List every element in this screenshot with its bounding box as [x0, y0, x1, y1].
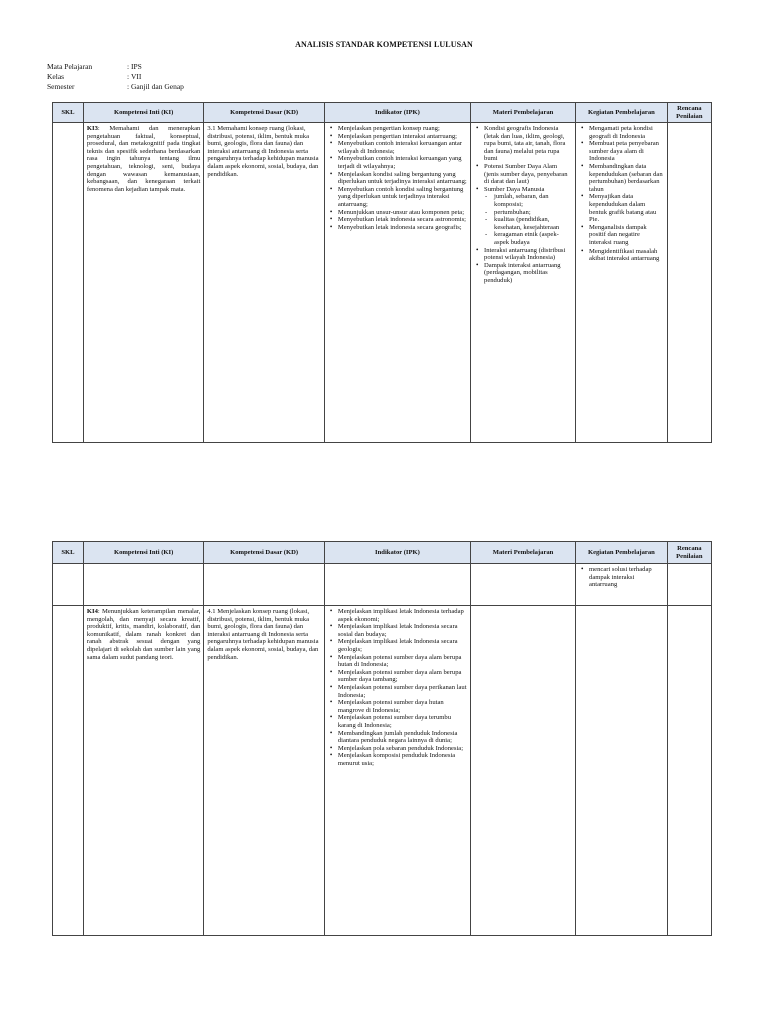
- cell-kegiatan: [576, 606, 668, 936]
- header-skl: SKL: [53, 103, 84, 123]
- meta-row-subject: [47, 62, 184, 72]
- meta-separator: :: [127, 62, 130, 71]
- header-rencana: Rencana Penilaian: [667, 103, 711, 123]
- list-item: • Menyebutkan contoh kondisi saling bergantung yang diperlukan untuk terjadinya interaksi antarruang;: [338, 186, 467, 209]
- sub-item: - pertumbuhan;: [494, 209, 572, 217]
- list-item: • Potensi Sumber Daya Alam (jenis sumber daya, penyebaran di darat dan laut): [484, 163, 572, 186]
- header-materi: Materi Pembelajaran: [471, 542, 576, 564]
- cell-ki: [83, 123, 203, 443]
- list-item: • Interaksi antarruang (distribusi potensi wilayah Indonesia): [484, 247, 572, 262]
- list-item: • Menjelaskan potensi sumber daya perikanan laut Indonesia;: [338, 684, 467, 699]
- cell-kegiatan: [576, 123, 668, 443]
- header-materi: Materi Pembelajaran: [471, 103, 576, 123]
- list-item: • mencari solusi terhadap dampak interaksi antarruang: [589, 566, 664, 589]
- list-item: • Menjelaskan implikasi letak Indonesia terhadap aspek ekonomi;: [338, 608, 467, 623]
- list-item: • Menyebutkan contoh interaksi keruangan antar wilayah di Indonesia;: [338, 140, 467, 155]
- cell-rencana: [667, 564, 711, 606]
- header-ipk: Indikator (IPK): [324, 103, 470, 123]
- list-item: • Menjelaskan potensi sumber daya hutan mangrove di Indonesia;: [338, 699, 467, 714]
- list-item: • Menjelaskan pola sebaran penduduk Indonesia;: [338, 745, 467, 753]
- cell-rencana: [667, 123, 711, 443]
- meta-value: Ganjil dan Genap: [131, 82, 184, 91]
- kegiatan-list: [579, 125, 664, 263]
- list-item: • Menjelaskan potensi sumber daya alam berupa hutan di Indonesia;: [338, 654, 467, 669]
- header-kd: Kompetensi Dasar (KD): [204, 103, 324, 123]
- meta-row-class: [47, 72, 184, 82]
- ki-code: KI4: [86, 608, 98, 615]
- meta-value: VII: [131, 72, 142, 81]
- header-ki: Kompetensi Inti (KI): [83, 542, 203, 564]
- list-item: • Kondisi geografis Indonesia (letak dan luas, iklim, geologi, rupa bumi, tata air, tanah, flora dan fauna) melalui peta rupa bumi: [484, 125, 572, 163]
- ki-text: : Menunjukkan keterampilan menalar, mengolah, dan menyaji secara kreatif, produktif, kritis, mandiri, kolaboratif, dan komunikatif, dalam ranah konkret dan ranah abstrak sesuai dengan yang dipelajari di sekolah dan sumber lain yang sama dalam sudut pandang teori.: [86, 608, 201, 661]
- list-item: • Menyajikan data kependudukan dalam bentuk grafik batang atau Pie.: [589, 193, 664, 223]
- list-item: • Menjelaskan potensi sumber daya alam berupa sumber daya tambang;: [338, 669, 467, 684]
- meta-row-semester: [47, 82, 184, 92]
- skl-table-2: [52, 541, 712, 936]
- header-skl: SKL: [53, 542, 84, 564]
- cell-materi: [471, 606, 576, 936]
- ki-code: KI3: [86, 125, 98, 132]
- list-item: • Menjelaskan kondisi saling bergantung yang diperlukan untuk terjadinya interaksi antarruang;: [338, 171, 467, 186]
- ipk-list: [328, 125, 467, 231]
- list-item: • Membandingkan data kependudukan (sebaran dan pertumbuhan) berdasarkan tahun: [589, 163, 664, 193]
- list-item: • Membandingkan jumlah penduduk Indonesia diantara penduduk negara lainnya di dunia;: [338, 730, 467, 745]
- sub-item: - keragaman etnik (aspek-aspek budaya: [494, 231, 572, 246]
- list-item: • Menjelaskan pengertian interaksi antarruang;: [338, 133, 467, 141]
- document-meta: [47, 62, 184, 92]
- cell-ipk: [324, 606, 470, 936]
- list-item: • Menunjukkan unsur-unsur atau komponen peta;: [338, 209, 467, 217]
- ki-text: : Memahami dan menerapkan pengetahuan faktual, konseptual, prosedural, dan metakognitif pada tingkat teknis dan spesifik sederhana berdasarkan rasa ingin tahunya tentang ilmu pengetahuan, teknologi, seni, budaya dengan wawasan kemanusiaan, kebangsaan, dan kenegaraan terkait fenomena dan kejadian tampak mata.: [86, 125, 201, 193]
- list-item: • Menjelaskan pengertian konsep ruang;: [338, 125, 467, 133]
- list-item: • Menyebutkan letak indonesia secara geografis;: [338, 224, 467, 232]
- list-item: • Menganalisis dampak positif dan negatire interaksi ruang: [589, 224, 664, 247]
- list-item: • Mengamati peta kondisi geografi di Indonesia: [589, 125, 664, 140]
- cell-skl: [53, 564, 84, 606]
- meta-value: IPS: [131, 62, 142, 71]
- table-row: [53, 123, 712, 443]
- materi-sublist: [484, 193, 572, 246]
- skl-table-1: [52, 102, 712, 443]
- list-item: • Menjelaskan implikasi letak Indonesia secara geologis;: [338, 638, 467, 653]
- meta-separator: :: [127, 82, 130, 91]
- cell-materi: [471, 123, 576, 443]
- meta-label: Mata Pelajaran: [47, 62, 93, 71]
- list-item: [484, 186, 572, 247]
- sub-item: - kualitas (pendidikan, kesehatan, kesejahteraan: [494, 216, 572, 231]
- table-header-row: [53, 542, 712, 564]
- cell-rencana: [667, 606, 711, 936]
- cell-materi: [471, 564, 576, 606]
- header-kegiatan: Kegiatan Pembelajaran: [576, 103, 668, 123]
- header-kegiatan: Kegiatan Pembelajaran: [576, 542, 668, 564]
- list-item: • Menjelaskan implikasi letak Indonesia secara sosial dan budaya;: [338, 623, 467, 638]
- kegiatan-list: [579, 566, 664, 589]
- header-ipk: Indikator (IPK): [324, 542, 470, 564]
- cell-kegiatan: [576, 564, 668, 606]
- list-item: • Menyebutkan letak indonesia secara astronomis;: [338, 216, 467, 224]
- cell-kd: 3.1 Memahami konsep ruang (lokasi, distribusi, potensi, iklim, bentuk muka bumi, geologis, flora dan fauna) dan interaksi antarruang di Indonesia serta pengaruhnya terhadap kehidupan manusia dalam aspek ekonomi, sosial, budaya, dan pendidikan.: [204, 123, 324, 443]
- header-rencana: Rencana Penilaian: [667, 542, 711, 564]
- list-item: • Membuat peta penyebaran sumber daya alam di Indonesia: [589, 140, 664, 163]
- materi-list: [474, 125, 572, 284]
- list-item: • Mengidentifikasi masalah akibat interaksi antarruang: [589, 248, 664, 263]
- cell-ipk: [324, 123, 470, 443]
- document-title: ANALISIS STANDAR KOMPETENSI LULUSAN: [295, 40, 473, 49]
- table-row: [53, 606, 712, 936]
- table-header-row: [53, 103, 712, 123]
- ipk-list: [328, 608, 467, 767]
- cell-kd: 4.1 Menjelaskan konsep ruang (lokasi, distribusi, potensi, iklim, bentuk muka bumi, geologis, flora dan fauna) dan interaksi antarruang di Indonesia serta pengaruhnya terhadap kehidupan manusia dalam aspek ekonomi, sosial, budaya, dan pendidikan.: [204, 606, 324, 936]
- list-item: • Menjelaskan potensi sumber daya terumbu karang di Indonesia;: [338, 714, 467, 729]
- header-kd: Kompetensi Dasar (KD): [204, 542, 324, 564]
- meta-separator: :: [127, 72, 130, 81]
- list-item: • Menyebutkan contoh interaksi keruangan yang terjadi di wilayahnya;: [338, 155, 467, 170]
- cell-ki: [83, 606, 203, 936]
- cell-kd: [204, 564, 324, 606]
- cell-skl: [53, 606, 84, 936]
- header-ki: Kompetensi Inti (KI): [83, 103, 203, 123]
- list-item: • Dampak interaksi antarruang (perdagangan, mobilitas penduduk): [484, 262, 572, 285]
- meta-label: Kelas: [47, 72, 65, 81]
- cell-skl: [53, 123, 84, 443]
- list-item: • Menjelaskan komposisi penduduk Indonesia menurut usia;: [338, 752, 467, 767]
- table-row: [53, 564, 712, 606]
- meta-label: Semester: [47, 82, 75, 91]
- cell-ki: [83, 564, 203, 606]
- cell-ipk: [324, 564, 470, 606]
- list-item-label: Sumber Daya Manusia: [484, 185, 545, 193]
- sub-item: - jumlah, sebaran, dan komposisi;: [494, 193, 572, 208]
